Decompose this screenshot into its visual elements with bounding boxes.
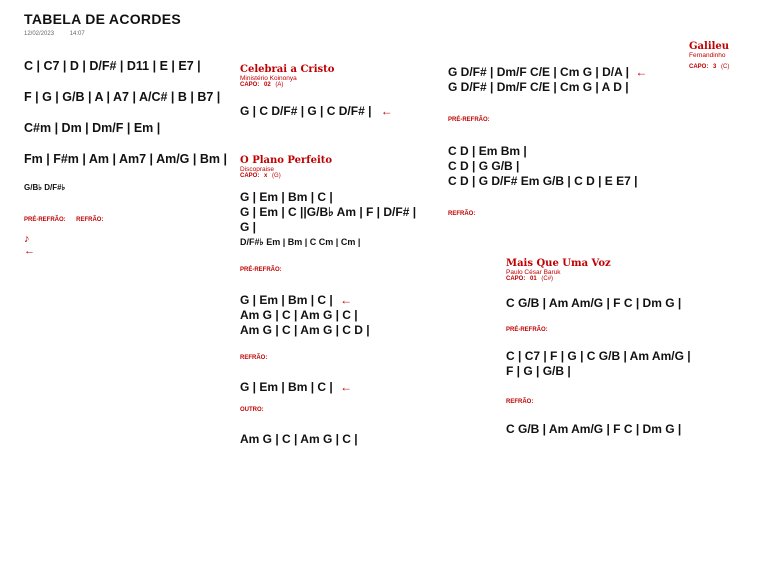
maisque-verse: C G/B | Am Am/G | F C | Dm G | bbox=[506, 296, 682, 310]
plano-pre-3: Am G | C | Am G | C D | bbox=[240, 323, 370, 337]
page-meta bbox=[24, 31, 99, 37]
plano-section bbox=[240, 155, 440, 447]
chord-row-4: Fm | F#m | Am | Am7 | Am/G | Bm | bbox=[24, 152, 227, 166]
col3-refrao-label: REFRÃO: bbox=[448, 211, 476, 217]
plano-verse-1: G | Em | Bm | C | bbox=[240, 190, 333, 204]
celebrai-section bbox=[240, 64, 440, 119]
page-title: TABELA DE ACORDES bbox=[24, 11, 182, 27]
pre-refrao-label: PRÉ-REFRÃO: bbox=[24, 217, 66, 223]
plano-refrao-label: REFRÃO: bbox=[240, 355, 268, 361]
capo-plano: CAPO: x (G) bbox=[240, 173, 281, 179]
col3-pre-label: PRÉ-REFRÃO: bbox=[448, 117, 490, 123]
arrow-icon: ← bbox=[635, 65, 648, 79]
plano-pre-1: G | Em | Bm | C | ← bbox=[240, 293, 353, 307]
chord-row-1: C | C7 | D | D/F# | D11 | E | E7 | bbox=[24, 59, 201, 73]
plano-verse-small: D/F#♭ Em | Bm | C Cm | Cm | bbox=[240, 237, 361, 247]
galileu-section bbox=[689, 41, 764, 70]
col3-pre-3: C D | G D/F# Em G/B | C D | E E7 | bbox=[448, 174, 638, 188]
capo-galileu: CAPO: 3 (C) bbox=[689, 64, 730, 70]
col3-line-2: G D/F# | Dm/F C/E | Cm G | A D | bbox=[448, 80, 629, 94]
song-artist-celebrai: Ministério Koinonya bbox=[240, 75, 297, 82]
maisque-refrao: C G/B | Am Am/G | F C | Dm G | bbox=[506, 422, 682, 436]
maisque-refrao-label: REFRÃO: bbox=[506, 399, 534, 405]
col1-labels bbox=[24, 208, 103, 226]
maisque-pre-1: C | C7 | F | G | C G/B | Am Am/G | bbox=[506, 349, 691, 363]
celebrai-line-1: G | C D/F# | G | C D/F# | ← bbox=[240, 104, 393, 118]
capo-maisque: CAPO: 01 (C#) bbox=[506, 276, 554, 282]
song-title-maisque: Mais Que Uma Voz bbox=[506, 258, 611, 269]
maisque-pre-2: F | G | G/B | bbox=[506, 364, 571, 378]
music-note-icon: ♪ ← bbox=[24, 233, 35, 257]
page-time: 14:07 bbox=[69, 31, 85, 37]
col3-pre-2: C D | G G/B | bbox=[448, 159, 520, 173]
col3-section bbox=[448, 65, 688, 217]
song-artist-galileu: Fernandinho bbox=[689, 52, 726, 59]
song-artist-maisque: Paulo César Baruk bbox=[506, 269, 561, 276]
arrow-icon: ← bbox=[340, 380, 353, 394]
plano-outro: Am G | C | Am G | C | bbox=[240, 432, 358, 446]
refrao-label: REFRÃO: bbox=[76, 217, 104, 223]
plano-pre-2: Am G | C | Am G | C | bbox=[240, 308, 358, 322]
maisque-pre-label: PRÉ-REFRÃO: bbox=[506, 327, 548, 333]
col3-pre-1: C D | Em Bm | bbox=[448, 144, 527, 158]
chord-row-small: G/B♭ D/F#♭ bbox=[24, 183, 66, 192]
song-title-galileu: Galileu bbox=[689, 41, 730, 52]
song-artist-plano: Discopraise bbox=[240, 166, 274, 173]
plano-pre-label: PRÉ-REFRÃO: bbox=[240, 267, 282, 273]
capo-celebrai: CAPO: 02 (A) bbox=[240, 82, 284, 88]
col3-line-1: G D/F# | Dm/F C/E | Cm G | D/A | ← bbox=[448, 65, 648, 79]
plano-outro-label: OUTRO: bbox=[240, 407, 264, 413]
maisque-section bbox=[506, 258, 756, 437]
arrow-icon: ← bbox=[380, 104, 393, 118]
chord-row-3: C#m | Dm | Dm/F | Em | bbox=[24, 121, 161, 135]
chord-row-2: F | G | G/B | A | A7 | A/C# | B | B7 | bbox=[24, 90, 221, 104]
arrow-icon: ← bbox=[340, 293, 353, 307]
plano-verse-3: G | bbox=[240, 220, 257, 234]
song-title-plano: O Plano Perfeito bbox=[240, 155, 333, 166]
plano-refrao: G | Em | Bm | C | ← bbox=[240, 380, 353, 394]
song-title-celebrai: Celebrai a Cristo bbox=[240, 64, 335, 75]
page-date: 12/02/2023 bbox=[24, 31, 55, 37]
plano-verse-2: G | Em | C ||G/B♭ Am | F | D/F# | bbox=[240, 205, 417, 219]
